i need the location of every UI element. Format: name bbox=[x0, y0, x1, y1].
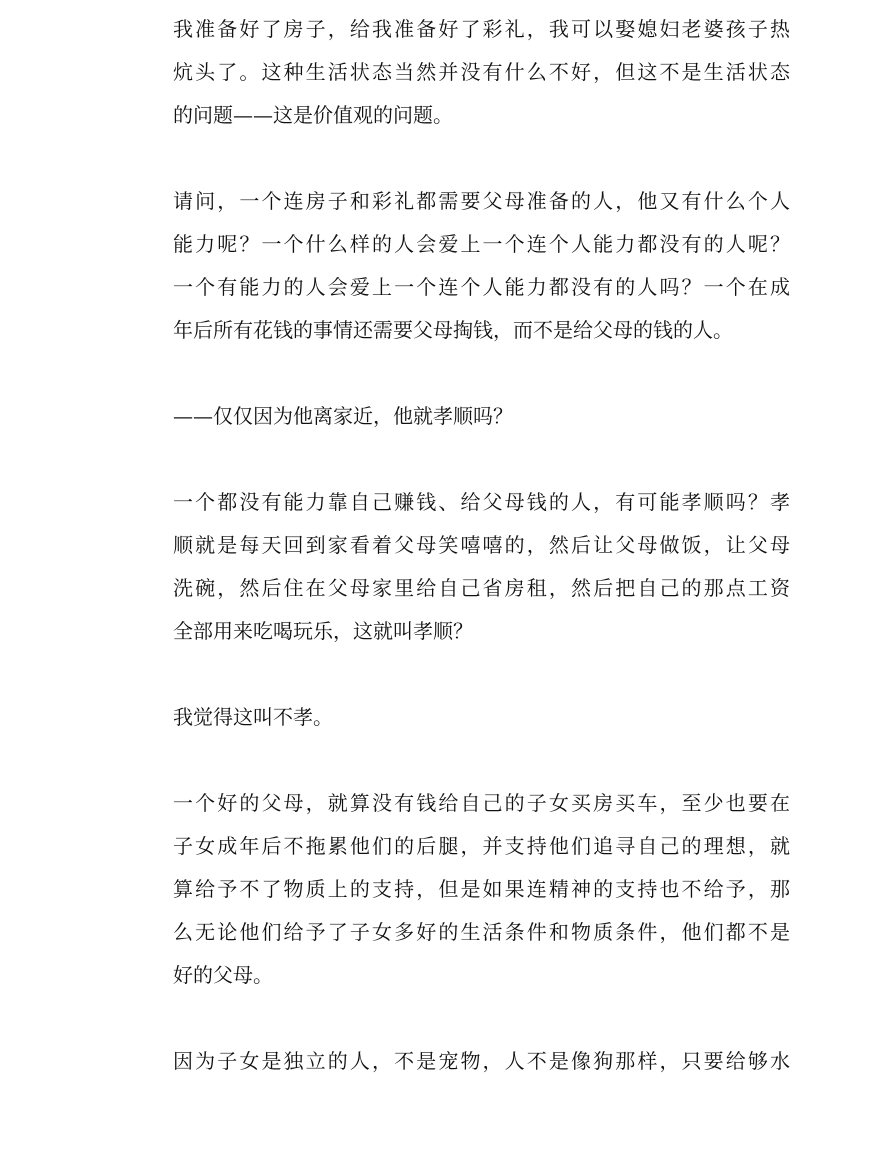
paragraph-gap bbox=[173, 653, 790, 696]
text-line: 年后所有花钱的事情还需要父母掏钱，而不是给父母的钱的人。 bbox=[173, 318, 733, 342]
paragraph-6 bbox=[173, 782, 790, 997]
paragraph-5 bbox=[173, 696, 790, 739]
text-line: 能力呢？一个什么样的人会爱上一个连个人能力都没有的人呢？ bbox=[173, 232, 790, 256]
text-line: 么无论他们给予了子女多好的生活条件和物质条件，他们都不是 bbox=[173, 920, 790, 944]
text-column bbox=[173, 8, 790, 1083]
text-line: 子女成年后不拖累他们的后腿，并支持他们追寻自己的理想，就 bbox=[173, 834, 790, 858]
text-line: 的问题——这是价值观的问题。 bbox=[173, 103, 453, 127]
paragraph-gap bbox=[173, 438, 790, 481]
paragraph-gap bbox=[173, 739, 790, 782]
text-line: 请问，一个连房子和彩礼都需要父母准备的人，他又有什么个人 bbox=[173, 189, 790, 213]
paragraph-gap bbox=[173, 352, 790, 395]
text-line: 一个有能力的人会爱上一个连个人能力都没有的人吗？一个在成 bbox=[173, 275, 790, 299]
paragraph-2 bbox=[173, 180, 790, 352]
text-line: 因为子女是独立的人，不是宠物，人不是像狗那样，只要给够水 bbox=[173, 1049, 790, 1073]
paragraph-gap bbox=[173, 137, 790, 180]
text-line: 全部用来吃喝玩乐，这就叫孝顺？ bbox=[173, 619, 473, 643]
paragraph-1 bbox=[173, 8, 790, 137]
text-line: 我觉得这叫不孝。 bbox=[173, 705, 333, 729]
paragraph-7 bbox=[173, 1040, 790, 1083]
text-line: 洗碗，然后住在父母家里给自己省房租，然后把自己的那点工资 bbox=[173, 576, 790, 600]
text-line: ——仅仅因为他离家近，他就孝顺吗？ bbox=[173, 404, 513, 428]
text-line: 算给予不了物质上的支持，但是如果连精神的支持也不给予，那 bbox=[173, 877, 790, 901]
paragraph-4 bbox=[173, 481, 790, 653]
text-line: 顺就是每天回到家看着父母笑嘻嘻的，然后让父母做饭，让父母 bbox=[173, 533, 790, 557]
paragraph-3 bbox=[173, 395, 790, 438]
text-line: 一个好的父母，就算没有钱给自己的子女买房买车，至少也要在 bbox=[173, 791, 790, 815]
text-line: 好的父母。 bbox=[173, 963, 273, 987]
text-line: 我准备好了房子，给我准备好了彩礼，我可以娶媳妇老婆孩子热 bbox=[173, 17, 790, 41]
text-line: 炕头了。这种生活状态当然并没有什么不好，但这不是生活状态 bbox=[173, 60, 790, 84]
text-line: 一个都没有能力靠自己赚钱、给父母钱的人，有可能孝顺吗？孝 bbox=[173, 490, 790, 514]
paragraph-gap bbox=[173, 997, 790, 1040]
